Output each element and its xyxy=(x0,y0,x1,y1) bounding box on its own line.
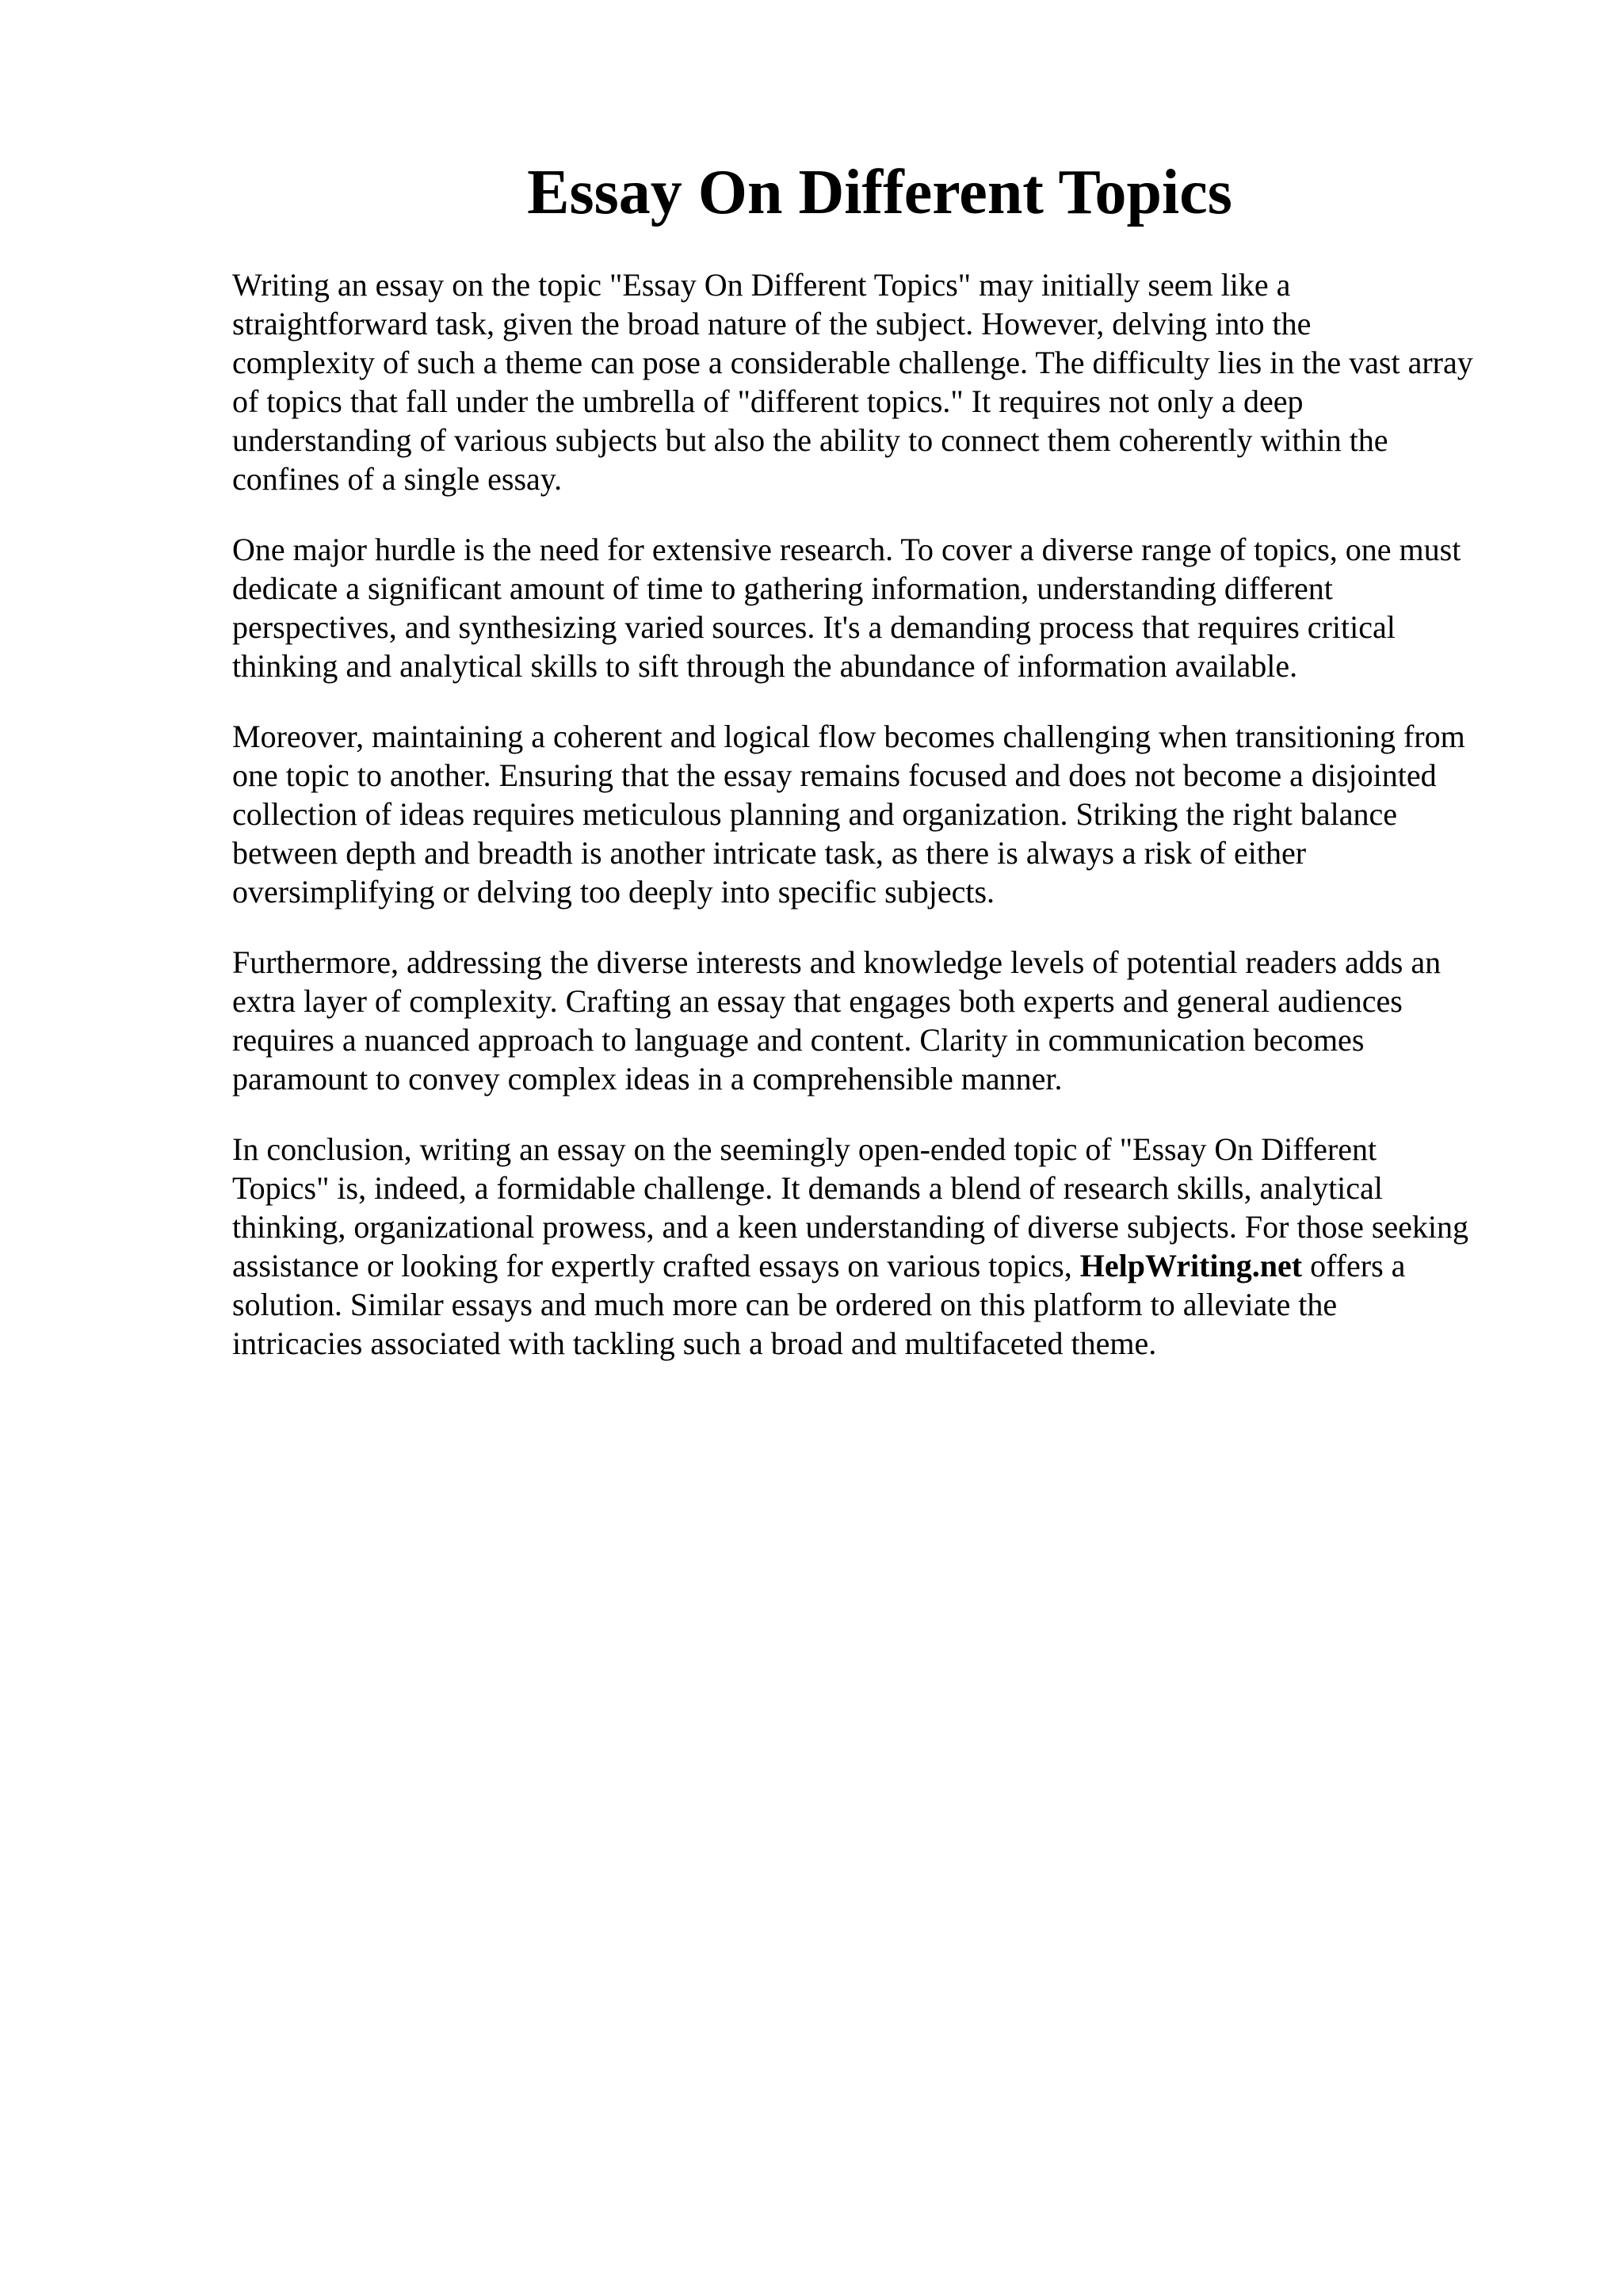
conclusion-paragraph xyxy=(232,1130,1532,1363)
paragraph-line: Topics" is, indeed, a formidable challenge. It demands a blend of research skills, analytical xyxy=(232,1170,1383,1206)
paragraph-line: thinking, organizational prowess, and a keen understanding of diverse subjects. For those seeking xyxy=(232,1209,1469,1245)
paragraph-line: solution. Similar essays and much more can be ordered on this platform to alleviate the xyxy=(232,1287,1338,1322)
paragraph-4 xyxy=(232,943,1532,1098)
document-body xyxy=(232,265,1532,1394)
paragraph-line: confines of a single essay. xyxy=(232,461,563,497)
line-text-before-brand: assistance or looking for expertly crafted essays on various topics, xyxy=(232,1248,1080,1283)
paragraph-line xyxy=(232,1246,1532,1285)
paragraph-line: intricacies associated with tackling such a broad and multifaceted theme. xyxy=(232,1325,1157,1361)
paragraph-2 xyxy=(232,530,1532,685)
paragraph-line: straightforward task, given the broad nature of the subject. However, delving into the xyxy=(232,306,1312,341)
paragraph-line: between depth and breadth is another intricate task, as there is always a risk of either xyxy=(232,835,1307,871)
paragraph-line: Furthermore, addressing the diverse interests and knowledge levels of potential readers adds an xyxy=(232,944,1442,980)
paragraph-line: perspectives, and synthesizing varied sources. It's a demanding process that requires critical xyxy=(232,609,1396,645)
paragraph-line: dedicate a significant amount of time to gathering information, understanding different xyxy=(232,570,1333,606)
paragraph-line: thinking and analytical skills to sift through the abundance of information available. xyxy=(232,648,1298,684)
paragraph-line: extra layer of complexity. Crafting an essay that engages both experts and general audiences xyxy=(232,983,1403,1019)
paragraph-line: One major hurdle is the need for extensive research. To cover a diverse range of topics, one must xyxy=(232,532,1461,567)
line-text-after-brand: offers a xyxy=(1302,1248,1406,1283)
paragraph-line: understanding of various subjects but also the ability to connect them coherently within the xyxy=(232,422,1388,458)
paragraph-1 xyxy=(232,265,1532,498)
paragraph-line: one topic to another. Ensuring that the essay remains focused and does not become a disjointed xyxy=(232,757,1437,793)
paragraph-line: of topics that fall under the umbrella of "different topics." It requires not only a deep xyxy=(232,383,1304,419)
paragraph-line: requires a nuanced approach to language and content. Clarity in communication becomes xyxy=(232,1022,1365,1058)
paragraph-line: collection of ideas requires meticulous planning and organization. Striking the right balance xyxy=(232,796,1397,832)
paragraph-line: oversimplifying or delving too deeply into specific subjects. xyxy=(232,874,995,910)
paragraph-line: paramount to convey complex ideas in a comprehensible manner. xyxy=(232,1061,1063,1097)
paragraph-line: In conclusion, writing an essay on the seemingly open-ended topic of "Essay On Different xyxy=(232,1131,1377,1167)
paragraph-line: Moreover, maintaining a coherent and logical flow becomes challenging when transitioning from xyxy=(232,719,1465,754)
paragraph-3 xyxy=(232,717,1532,911)
paragraph-line: Writing an essay on the topic "Essay On Different Topics" may initially seem like a xyxy=(232,267,1291,303)
paragraph-line: complexity of such a theme can pose a considerable challenge. The difficulty lies in the vast array xyxy=(232,345,1473,380)
document-title: Essay On Different Topics xyxy=(527,158,1232,227)
brand-name: HelpWriting.net xyxy=(1079,1248,1303,1283)
